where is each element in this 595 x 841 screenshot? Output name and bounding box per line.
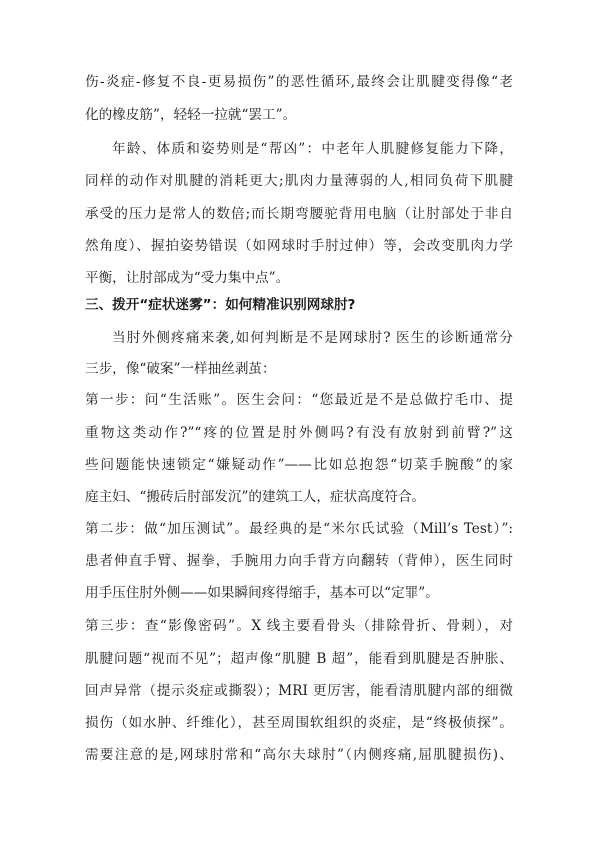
- body-text-line: 重物这类动作?”“疼的位置是肘外侧吗?有没有放射到前臂?”这: [85, 425, 513, 441]
- body-text-line: 年龄、体质和姿势则是“帮凶”：中老年人肌腱修复能力下降，: [112, 141, 513, 157]
- body-text-line: 肌腱问题“视而不见”；超声像“肌腱 B 超”，能看到肌腱是否肿胀、: [85, 651, 513, 667]
- body-text-line: 第二步：做“加压测试”。最经典的是“米尔氏试验（Mill’s Test）”:: [85, 521, 513, 537]
- body-text-line: 承受的压力是常人的数倍;而长期弯腰驼背用电脑（让肘部处于非自: [85, 206, 513, 222]
- body-text-line: 伤-炎症-修复不良-更易损伤”的恶性循环,最终会让肌腱变得像“老: [85, 74, 513, 90]
- body-text-line: 用手压住肘外侧——如果瞬间疼得缩手，基本可以“定罪”。: [85, 585, 439, 601]
- body-text-line: 回声异常（提示炎症或撕裂）；MRI 更厉害，能看清肌腱内部的细微: [85, 683, 513, 699]
- body-text-line: 化的橡皮筋”，轻轻一拉就“罢工”。: [85, 107, 297, 123]
- body-text-line: 损伤（如水肿、纤维化），甚至周围软组织的炎症，是“终极侦探”。: [85, 715, 513, 731]
- body-text-line: 平衡，让肘部成为“受力集中点”。: [85, 270, 290, 286]
- body-text-line: 当肘外侧疼痛来袭,如何判断是不是网球肘? 医生的诊断通常分: [112, 330, 513, 346]
- body-text-line: 第三步：查“影像密码”。X 线主要看骨头（排除骨折、骨刺），对: [85, 618, 513, 634]
- body-text-line: 第一步：问“生活账”。医生会问：“您最近是不是总做拧毛巾、提: [85, 392, 513, 408]
- body-text-line: 三步，像“破案”一样抽丝剥茧：: [85, 361, 276, 377]
- section-heading: 三、拨开“症状迷雾”：如何精准识别网球肘?: [85, 297, 356, 313]
- body-text-line: 庭主妇、“搬砖后肘部发沉”的建筑工人，症状高度符合。: [85, 489, 426, 505]
- body-text-line: 需要注意的是,网球肘常和“高尔夫球肘”（内侧疼痛,屈肌腱损伤)、: [85, 747, 513, 763]
- body-text-line: 患者伸直手臂、握拳，手腕用力向手背方向翻转（背伸），医生同时: [85, 553, 513, 569]
- body-text-line: 些问题能快速锁定“嫌疑动作”——比如总抱怨“切菜手腕酸”的家: [85, 457, 513, 473]
- body-text-line: 然角度）、握拍姿势错误（如网球时手肘过伸）等，会改变肌肉力学: [85, 238, 513, 254]
- body-text-line: 同样的动作对肌腱的消耗更大;肌肉力量薄弱的人,相同负荷下肌腱: [85, 173, 513, 189]
